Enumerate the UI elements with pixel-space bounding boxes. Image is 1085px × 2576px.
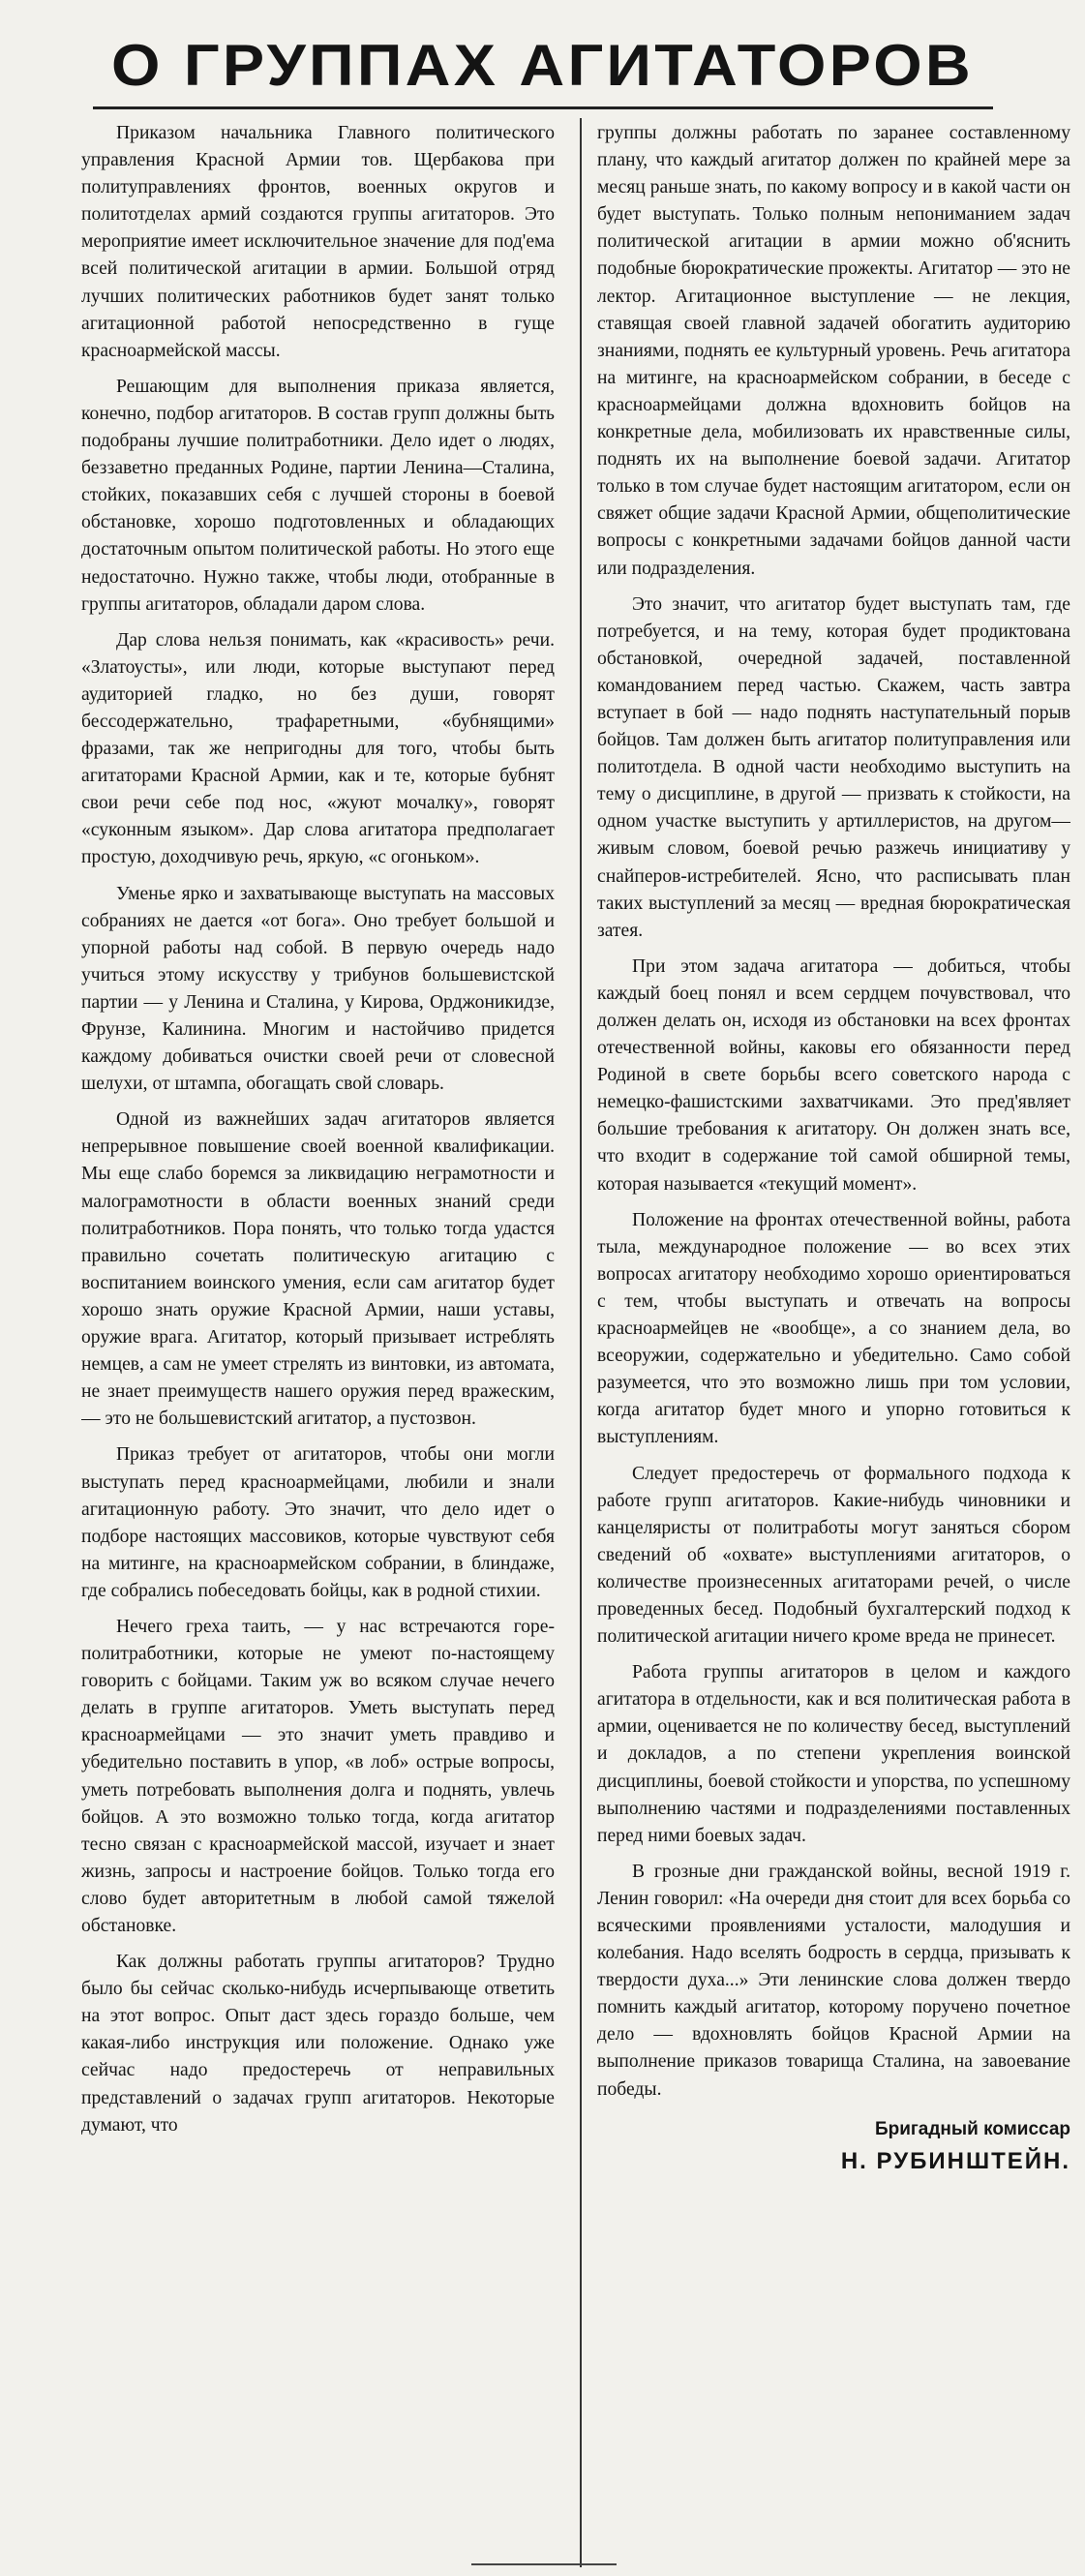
paragraph: Это значит, что агитатор будет выступать там, где потребуется, и на тему, которая будет продиктована обстановкой, очередной задачей, поставленной командованием перед частью. Скажем, часть завтра вступает в бой — надо поднять наступательный порыв бойцов. Там должен быть агитатор политуправления или политотдела. В одной части необходимо выступить на тему о дисциплине, в другой — призвать к стойкости, на одном участке выступить у артиллеристов, на другом—живым словом, боевой речью разжечь инициативу у снайперов-истребителей. Ясно, что расписывать план таких выступлений за месяц — вредная бюрократическая затея. [597,593,1070,941]
paragraph: Дар слова нельзя понимать, как «красивость» речи. «Златоусты», или люди, которые выступают перед аудиторией гладко, но без души, говорят бессодержательно, трафаретными, «бубнящими» фразами, так же непригодны для того, чтобы быть агитаторами Красной Армии, как и те, которые бубнят свои речи себе под нос, «жуют мочалку», говорят «суконным языком». Дар слова агитатора предполагает простую, доходчивую речь, яркую, «с огоньком». [81,629,555,868]
left-column [81,120,555,2558]
paragraph: Одной из важнейших задач агитаторов является непрерывное повышение своей военной квалификации. Мы еще слабо боремся за ликвидацию неграмотности и малограмотности в области военных знаний среди политработников. Пора понять, что только тогда удастся правильно сочетать политическую агитацию с воспитанием воинского умения, если сам агитатор будет хорошо знать оружие Красной Армии, наши уставы, оружие врага. Агитатор, который призывает истреблять немцев, а сам не умеет стрелять из винтовки, из автомата, не знает преимуществ нашего оружия перед вражеским, — это не большевистский агитатор, а пустозвон. [81,1109,555,1430]
paragraph: Приказ требует от агитаторов, чтобы они могли выступать перед красноармейцами, любили и знали агитационную работу. Это значит, что дело идет о подборе настоящих массовиков, которые чувствуют себя на митинге, на красноармейском собрании, в блиндаже, где собрались побеседовать бойцы, как в родной стихии. [81,1444,555,1601]
author-signature [597,2115,1070,2179]
paragraph: Приказом начальника Главного политического управления Красной Армии тов. Щербакова при политуправлениях фронтов, военных округов и политотделах армий создаются группы агитаторов. Это мероприятие имеет исключительное значение для под'ема всей политической агитации в армии. Большой отряд лучших политических работников будет занят только агитационной работой непосредственно в гуще красноармейской массы. [81,123,555,361]
paragraph: Положение на фронтах отечественной войны, работа тыла, международное положение — во всех этих вопросах агитатору необходимо хорошо ориентироваться с тем, чтобы выступать и отвечать на вопросы красноармейцев не «вообще», а со знанием дела, во всеоружии, содержательно и убедительно. Само собой разумеется, что это возможно лишь при том условии, когда агитатор будет много и упорно готовиться к выступлениям. [597,1209,1070,1448]
article-title: О ГРУППАХ АГИТАТОРОВ [111,33,974,98]
title-rule [93,106,993,109]
author-name: Н. РУБИНШТЕЙН. [840,2147,1070,2174]
paragraph: Работа группы агитаторов в целом и каждого агитатора в отдельности, как и вся политическая работа в армии, оценивается не по количеству бесед, выступлений и докладов, а по степени укрепления воинской дисциплины, боевой стойкости и упорства, по успешному выполнению частями и подразделениями поставленных перед ними боевых задач. [597,1662,1070,1846]
paragraph: Нечего греха таить, — у нас встречаются горе-политработники, которые не умеют по-настоящему говорить с бойцами. Таким уж во всяком случае нечего делать в группе агитаторов. Уметь выступать перед красноармейцами — это значит уметь правдиво и убедительно поставить в упор, «в лоб» острые вопросы, уметь потребовать выполнения долга и поднять, увлечь бойцов. А это возможно только тогда, когда агитатор тесно связан с красноармейской массой, изучает и знает жизнь, запросы и настроение бойцов. Только тогда его слово будет авторитетным в любой самой тяжелой обстановке. [81,1616,555,1936]
paragraph: Уменье ярко и захватывающе выступать на массовых собраниях не дается «от бога». Оно требует большой и упорной работы над собой. В первую очередь надо учиться этому искусству у трибунов большевистской партии — у Ленина и Сталина, у Кирова, Орджоникидзе, Фрунзе, Калинина. Многим и настойчиво придется каждому добиваться очистки своей речи от словесной шелухи, от штампа, обогащать свой словарь. [81,883,555,1095]
paragraph: В грозные дни гражданской войны, весной 1919 г. Ленин говорил: «На очереди дня стоит для всех борьба со всяческими проявлениями усталости, малодушия и колебания. Надо вселять бодрость в сердца, призывать к твердости духа...» Эти ленинские слова должен твердо помнить каждый агитатор, которому поручено почетное дело — вдохновлять бойцов Красной Армии на выполнение приказов товарища Сталина, на завоевание победы. [597,1861,1070,2100]
paragraph: Как должны работать группы агитаторов? Трудно было бы сейчас сколько-нибудь исчерпывающе ответить на этот вопрос. Опыт даст здесь гораздо больше, чем какая-либо инструкция или положение. Однако уже сейчас надо предостеречь от неправильных представлений о задачах групп агитаторов. Некоторые думают, что [81,1952,555,2136]
bottom-rule [471,2563,617,2565]
paragraph-continuation: группы должны работать по заранее составленному плану, что каждый агитатор должен по крайней мере за месяц раньше знать, по какому вопросу и в какой части он будет выступать. Только полным непониманием задач политической агитации в армии можно об'яснить подобные бюрократические прожекты. Агитатор — это не лектор. Агитационное выступление — не лекция, ставящая своей главной задачей обогатить аудиторию знаниями, поднять ее культурный уровень. Речь агитатора на митинге, на красноармейском собрании, в беседе с красноармейцами должна вдохновить бойцов на конкретные дела, мобилизовать их нравственные силы, поднять их на выполнение боевой задачи. Агитатор только в том случае будет настоящим агитатором, если он свяжет общие задачи Красной Армии, общеполитические вопросы с конкретными задачами бойцов данной части или подразделения. [597,123,1070,579]
author-rank: Бригадный комиссар [874,2118,1070,2139]
paragraph: Решающим для выполнения приказа является, конечно, подбор агитаторов. В состав групп должны быть подобраны лучшие политработники. Дело идет о людях, беззаветно преданных Родине, партии Ленина—Сталина, стойких, показавших себя с лучшей стороны в боевой обстановке, хорошо подготовленных и обладающих достаточным опытом политической работы. Но этого еще недостаточно. Нужно также, чтобы люди, отобранные в группы агитаторов, обладали даром слова. [81,376,555,615]
column-divider [580,118,582,2567]
right-column [597,120,1070,2558]
paragraph: Следует предостеречь от формального подхода к работе групп агитаторов. Какие-нибудь чиновники и канцеляристы от политработы могут заняться сбором сведений об «охвате» выступлениями агитаторов, о количестве произнесенных агитаторами речей, о числе проведенных бесед. Подобный бухгалтерский подход к политической агитации ничего кроме вреда не принесет. [597,1463,1070,1648]
paragraph: При этом задача агитатора — добиться, чтобы каждый боец понял и всем сердцем почувствовал, что должен делать он, исходя из обстановки на всех фронтах отечественной войны, каковы его обязанности перед Родиной в свете борьбы всего советского народа с немецко-фашистскими захватчиками. Это пред'являет большие требования к агитатору. Он должен знать все, что входит в содержание той самой обширной темы, которая называется «текущий момент». [597,955,1070,1195]
